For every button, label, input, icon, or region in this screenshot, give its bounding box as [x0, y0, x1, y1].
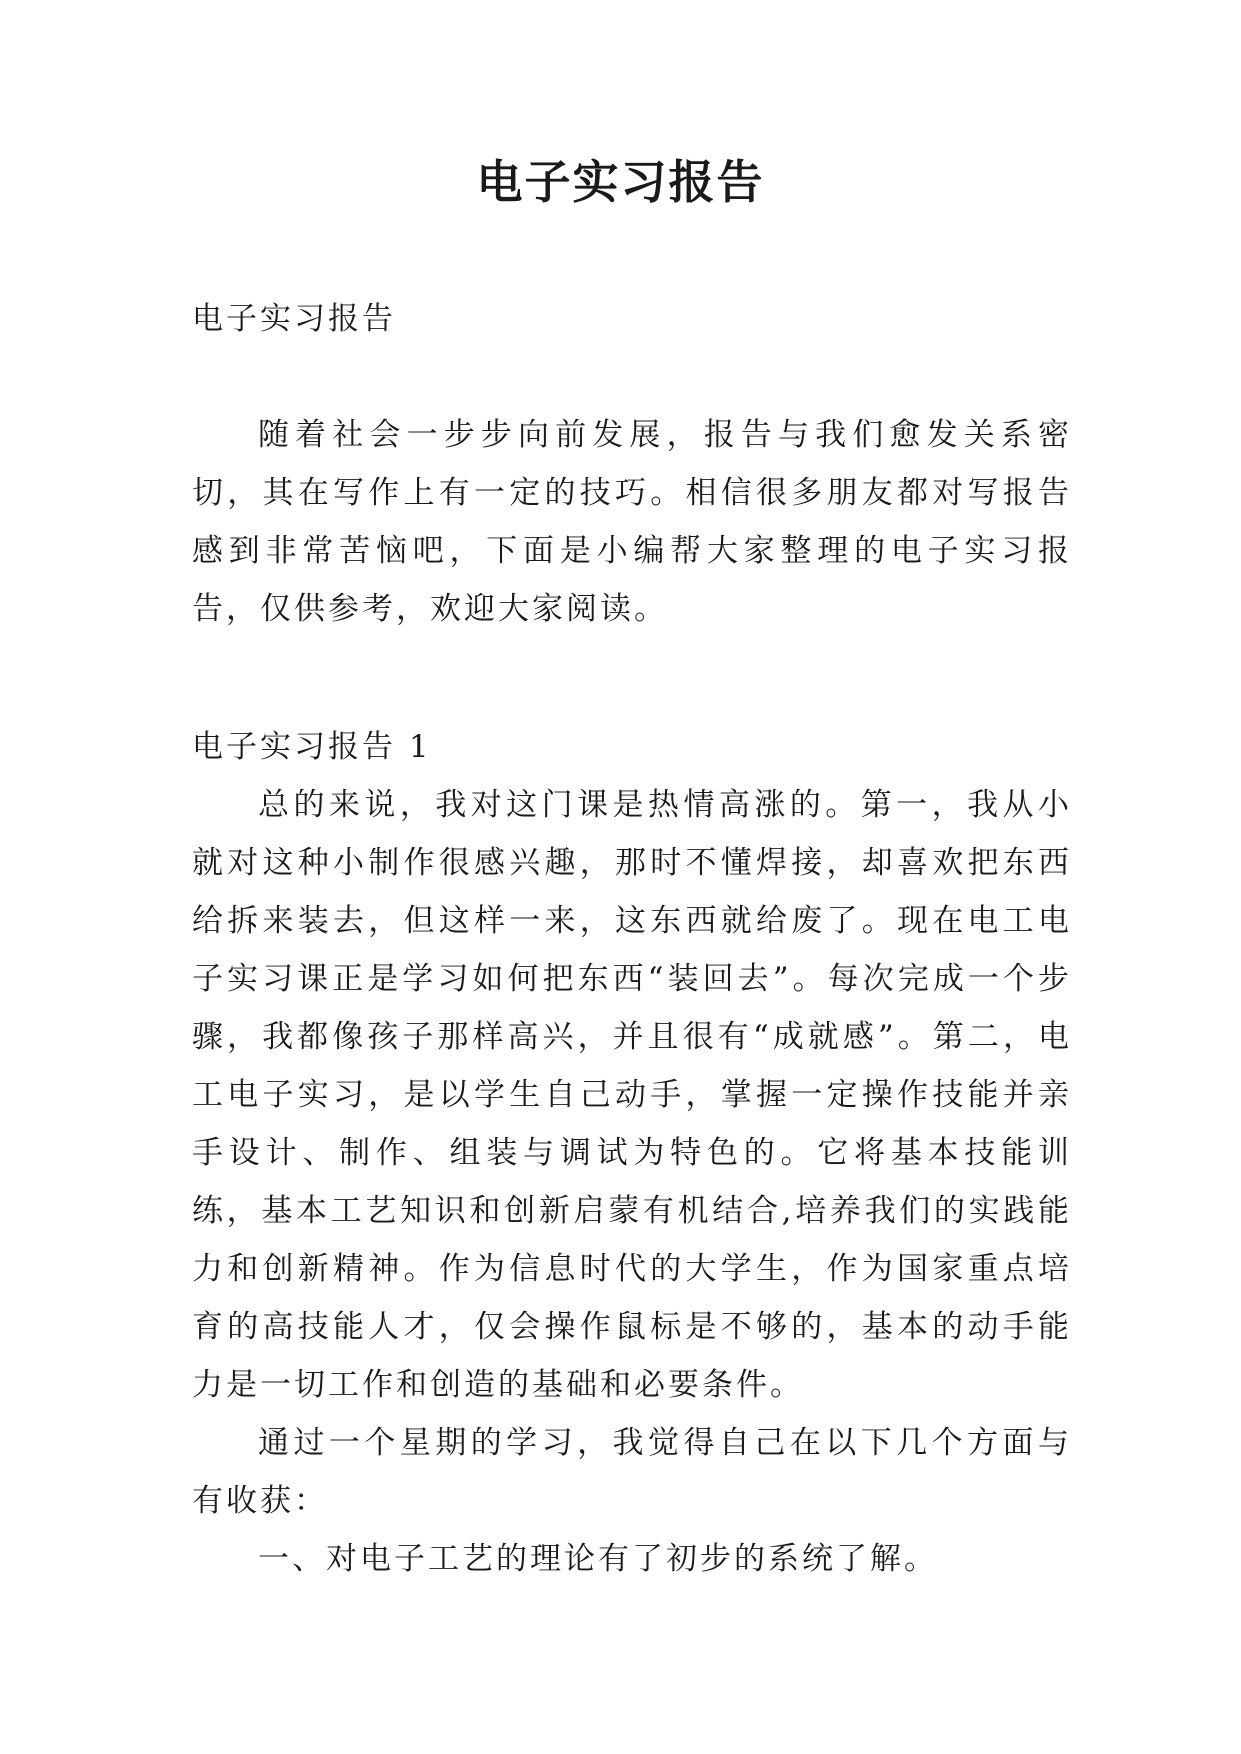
document-body — [192, 290, 1072, 1588]
section-heading: 电子实习报告 1 — [192, 729, 432, 765]
document-subtitle: 电子实习报告 — [192, 301, 396, 337]
document-title: 电子实习报告 — [476, 155, 765, 209]
body-paragraph: 通过一个星期的学习，我觉得自己在以下几个方面与有收获： — [192, 1425, 1072, 1519]
intro-paragraph: 随着社会一步步向前发展，报告与我们愈发关系密切，其在写作上有一定的技巧。相信很多朋友都对写报告感到非常苦恼吧，下面是小编帮大家整理的电子实习报告，仅供参考，欢迎大家阅读。 — [192, 417, 1072, 627]
body-paragraph: 总的来说，我对这门课是热情高涨的。第一，我从小就对这种小制作很感兴趣，那时不懂焊接，却喜欢把东西给拆来装去，但这样一来，这东西就给废了。现在电工电子实习课正是学习如何把东西“装回去”。每次完成一个步骤，我都像孩子那样高兴，并且很有“成就感”。第二，电工电子实习，是以学生自己动手，掌握一定操作技能并亲手设计、制作、组装与调试为特色的。它将基本技能训练，基本工艺知识和创新启蒙有机结合,培养我们的实践能力和创新精神。作为信息时代的大学生，作为国家重点培育的高技能人才，仅会操作鼠标是不够的，基本的动手能力是一切工作和创造的基础和必要条件。 — [192, 787, 1072, 1403]
body-paragraph: 一、对电子工艺的理论有了初步的系统了解。 — [258, 1541, 938, 1577]
